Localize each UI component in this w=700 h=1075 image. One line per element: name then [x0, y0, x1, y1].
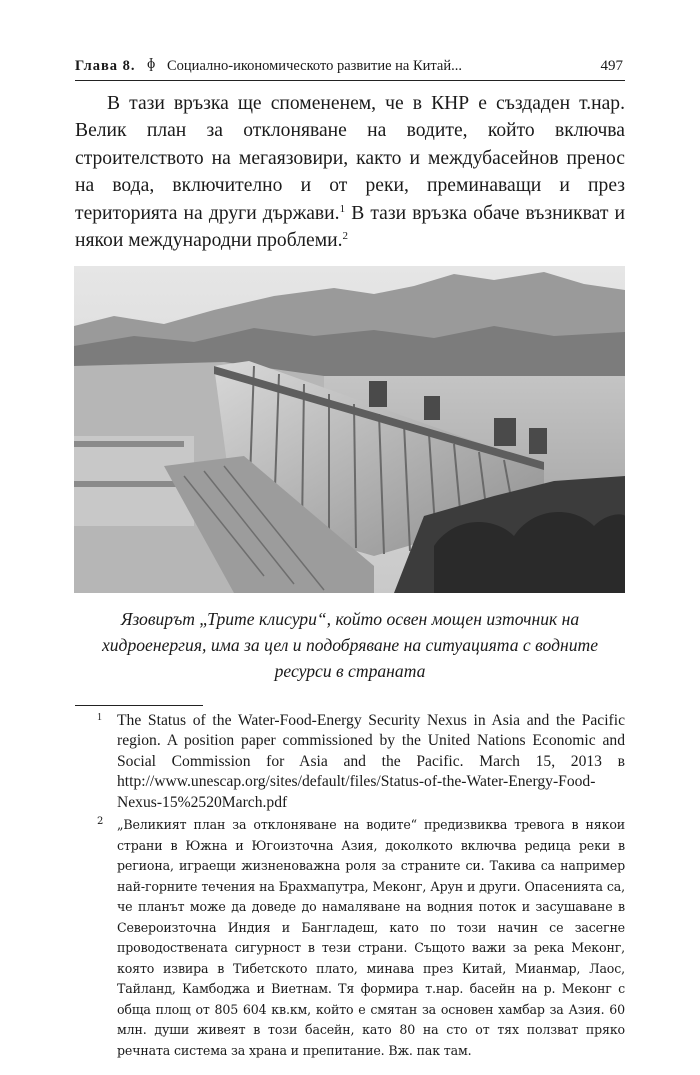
body-paragraph: [75, 90, 625, 254]
ornament-glyph: ɸ: [147, 56, 156, 72]
footnote-1: [75, 711, 625, 813]
figure-caption: Язовирът „Трите клисури“, който освен мощен източник на хидроенергия, има за цел и подобряване на ситуацията с водните ресурси в страната: [101, 609, 599, 681]
footnote-number: 2: [97, 816, 104, 828]
running-title: Социално-икономическото развитие на Китай...: [167, 58, 462, 74]
running-header: [75, 56, 625, 81]
footnote-ref-1[interactable]: 1: [339, 202, 346, 215]
chapter-label: Глава 8.: [75, 58, 136, 74]
footnote-2: [75, 815, 625, 1061]
footnote-number: 1: [97, 712, 102, 723]
paragraph-text-2: В тази връзка обаче възникват и някои международни проблеми.: [75, 202, 625, 252]
paragraph-text: В тази връзка ще спомененем, че в КНР е създаден т.нар. Велик план за отклоняване на водите, който включва строителството на мегаязовири, както и междубасейнов пренос на вода, включително и от реки, преминаващи и през територията на други държави.: [75, 93, 625, 224]
footnote-ref-2[interactable]: 2: [342, 230, 348, 243]
page-number: 497: [600, 58, 623, 74]
footnote-divider: [75, 705, 203, 706]
footnote-text: The Status of the Water-Food-Energy Security Nexus in Asia and the Pacific region. A position paper commissioned by the United Nations Economic and Social Commission for Asia and the Pacific. March 15, 2013 в http://www.unescap.org/sites/default/files/Status-of-the-Water-Energy-Food-Nexus-15%2520March.pdf: [117, 712, 625, 811]
dam-photo: [74, 266, 625, 593]
footnotes: [75, 711, 625, 1063]
footnote-text: „Великият план за отклоняване на водите“ предизвиква тревога в някои страни в Южна и Югоизточна Азия, доколкото включва редица реки в региона, играещи жизненоважна роля за страните си. Такива са например най-горните течения на Брахмапутра, Меконг, Арун и други. Опасенията са, че планът може да доведе до намаляване на водния поток и засушаване в Североизточна Индия и Бангладеш, като по този начин се засегне проводоствената сигурност в тези страни. Същото важи за река Меконг, която извира в Тибетското плато, минава през Китай, Мианмар, Лаос, Тайланд, Камбоджа и Виетнам. Тя формира т.нар. басейн на р. Меконг с обща площ от 805 604 кв.км, който е смятан за основен хамбар за Азия. 60 млн. души живеят в този басейн, като 80 на сто от тях ползват пряко речната система за храна и препитание. Вж. пак там.: [117, 817, 625, 1058]
